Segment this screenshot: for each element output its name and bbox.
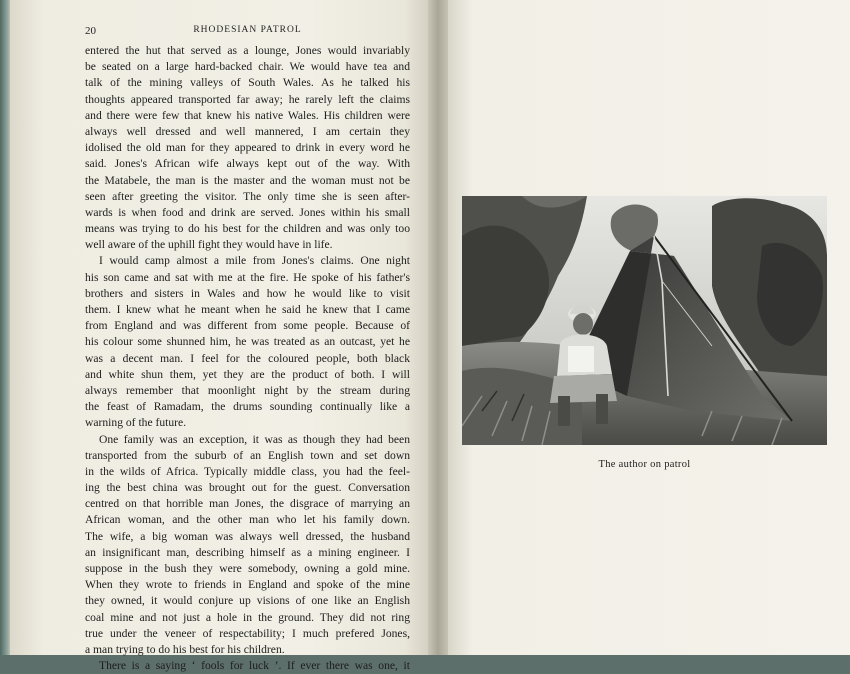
text-line: always remember that moonlight night by the stream during xyxy=(85,383,410,397)
text-line: brothers and sisters in Wales and how he would like to visit xyxy=(85,286,410,300)
text-line: an insignificant man, describing himself as a mining engineer. I xyxy=(85,545,410,559)
text-line: and white shun them, yet they are the product of both. I will xyxy=(85,367,410,381)
text-line: talk of the mining valleys of South Wales. As he talked his xyxy=(85,76,410,90)
text-line: be seated on a large hard-backed chair. We would have tea and xyxy=(85,60,410,74)
text-line: the feast of Ramadam, the drums sounding continually like a xyxy=(85,400,410,414)
author-photo xyxy=(462,196,827,445)
text-line: means was trying to do his best for the children and was only too xyxy=(85,222,410,236)
text-line: transported from the suburb of an English town and set down xyxy=(85,448,410,462)
text-line: a man trying to do his best for his children. xyxy=(85,642,285,656)
text-line: There is a saying ‘ fools for luck ’. If ever there was one, it xyxy=(99,659,410,673)
text-line: seen after greeting the visitor. The only time she is seen after- xyxy=(85,189,410,203)
text-line: in the wilds of Africa. Typically middle class, you had the feel- xyxy=(85,464,410,478)
text-line: true under the veneer of respectability; I much prefered Jones, xyxy=(85,626,410,640)
text-line: his son came and sat with me at the fire. He spoke of his father's xyxy=(85,270,410,284)
text-line: they owned, it would conjure up visions of one like an English xyxy=(85,594,410,608)
text-line: well aware of the uphill fight they would have in life. xyxy=(85,238,333,252)
text-line: entered the hut that served as a lounge, Jones would invariably xyxy=(85,44,410,57)
text-line: always well dressed and well mannered, I am certain they xyxy=(85,124,410,138)
text-line: was a decent man. I feel for the coloured people, both black xyxy=(85,351,410,365)
text-line: said. Jones's African wife always kept out of the way. With xyxy=(85,157,410,171)
text-line: warning of the future. xyxy=(85,416,187,430)
text-line: the Matabele, the man is the master and the woman must not be xyxy=(85,173,410,187)
text-line: suppose in the bush they were somebody, owning a gold mine. xyxy=(85,562,410,575)
text-line: centred on that horrible man Jones, the disgrace of marrying an xyxy=(85,497,410,511)
running-head: RHODESIAN PATROL xyxy=(193,25,302,35)
page-header xyxy=(85,25,410,39)
text-line: wards is when food and drink are served. Jones within his small xyxy=(85,205,410,219)
text-line: The wife, a big woman was always well dressed, the husband xyxy=(85,529,410,543)
text-line: idolised the old man for they appeared to drink in every word he xyxy=(85,141,410,155)
text-line: his colour some shunned him, he was treated as an outcast, yet he xyxy=(85,335,410,349)
text-line: ing the best china was brought out for the guest. Conversation xyxy=(85,481,410,495)
text-line: and there were few that knew his native Wales. His children were xyxy=(85,108,410,122)
text-line: I would camp almost a mile from Jones's claims. One night xyxy=(99,254,410,268)
page-number: 20 xyxy=(85,25,96,37)
body-text xyxy=(85,43,410,674)
text-line: When they wrote to friends in England and spoke of the mine xyxy=(85,578,410,592)
photo-caption: The author on patrol xyxy=(598,459,691,470)
text-line: One family was an exception, it was as though they had been xyxy=(99,432,410,446)
gutter xyxy=(428,0,450,655)
text-line: thoughts appeared transported far away; he rarely left the claims xyxy=(85,92,410,106)
text-line: African woman, and the other man who let his family down. xyxy=(85,513,410,527)
text-line: them. I knew what he meant when he said he knew that I came xyxy=(85,303,410,316)
text-line: from England and was different from some people. Because of xyxy=(85,319,410,333)
text-line: coal mine and not just a hole in the ground. They did not ring xyxy=(85,610,410,624)
